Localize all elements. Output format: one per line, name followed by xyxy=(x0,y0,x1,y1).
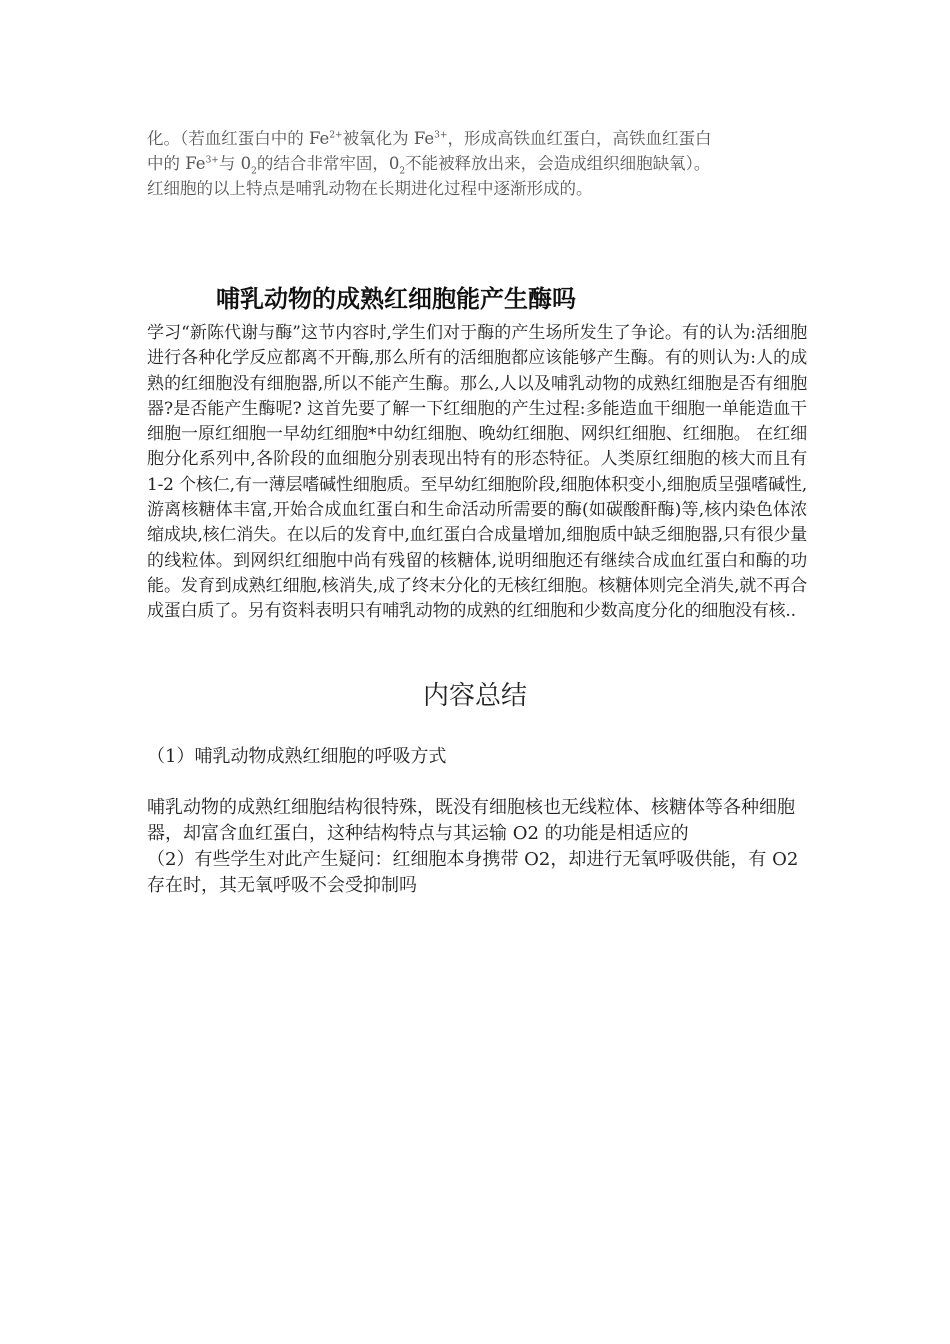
intro-text: 不能被释放出来，会造成组织细胞缺氧）。 xyxy=(405,154,711,173)
summary-body xyxy=(147,795,807,899)
subscript: 2 xyxy=(399,166,406,177)
superscript: 2+ xyxy=(329,130,343,141)
superscript: 3+ xyxy=(205,155,219,166)
article-body: 学习“新陈代谢与酶”这节内容时,学生们对于酶的产生场所发生了争论。有的认为:活细胞进行各种化学反应都离不开酶,那么所有的活细胞都应该能够产生酶。有的则认为:人的成熟的红细胞没有细胞器,所以不能产生酶。那么,人以及哺乳动物的成熟红细胞是否有细胞器?是否能产生酶呢? 这首先要了解一下红细胞的产生过程:多能造血干细胞一单能造血干细胞一原红细胞一早幼红细胞*中幼红细胞、晚幼红细胞、网织红细胞、红细胞。 在红细胞分化系列中,各阶段的血细胞分别表现出特有的形态特征。人类原红细胞的核大而且有 1-2 个核仁,有一薄层嗜碱性细胞质。至早幼红细胞阶段,细胞体积变小,细胞质呈强嗜碱性,游离核糖体丰富,开始合成血红蛋白和生命活动所需要的酶(如碳酸酐酶)等,核内染色体浓缩成块,核仁消失。在以后的发育中,血红蛋白合成量增加,细胞质中缺乏细胞器,只有很少量的线粒体。到网织红细胞中尚有残留的核糖体,说明细胞还有继续合成血红蛋白和酶的功能。发育到成熟红细胞,核消失,成了终末分化的无核红细胞。核糖体则完全消失,就不再合成蛋白质了。另有资料表明只有哺乳动物的成熟的红细胞和少数高度分化的细胞没有核.. xyxy=(147,323,807,622)
intro-text: 与 0 xyxy=(218,154,252,173)
intro-line-2 xyxy=(147,151,807,176)
intro-line-3: 红细胞的以上特点是哺乳动物在长期进化过程中逐渐形成的。 xyxy=(147,179,593,198)
intro-line-1 xyxy=(147,126,807,151)
intro-text: 被氧化为 Fe xyxy=(342,129,435,148)
summary-paragraph-2: （2）有些学生对此产生疑问：红细胞本身携带 O2，却进行无氧呼吸供能，有 O2 存在时，其无氧呼吸不会受抑制吗 xyxy=(147,849,799,896)
article-title: 哺乳动物的成熟红细胞能产生酶吗 xyxy=(216,285,576,313)
intro-text: 化。（若血红蛋白中的 Fe xyxy=(147,129,330,148)
summary-question-1: （1）哺乳动物成熟红细胞的呼吸方式 xyxy=(147,746,447,767)
summary-paragraph-1: 哺乳动物的成熟红细胞结构很特殊，既没有细胞核也无线粒体、核糖体等各种细胞器，却富含血红蛋白，这种结构特点与其运输 O2 的功能是相适应的 xyxy=(147,797,795,844)
superscript: 3+ xyxy=(434,130,448,141)
summary-title: 内容总结 xyxy=(422,681,527,711)
intro-text: 中的 Fe xyxy=(147,154,206,173)
intro-text: 的结合非常牢固，0 xyxy=(256,154,400,173)
intro-text: ，形成高铁血红蛋白，高铁血红蛋白 xyxy=(447,129,712,148)
subscript: 2 xyxy=(251,166,257,177)
intro-paragraph xyxy=(147,126,807,201)
